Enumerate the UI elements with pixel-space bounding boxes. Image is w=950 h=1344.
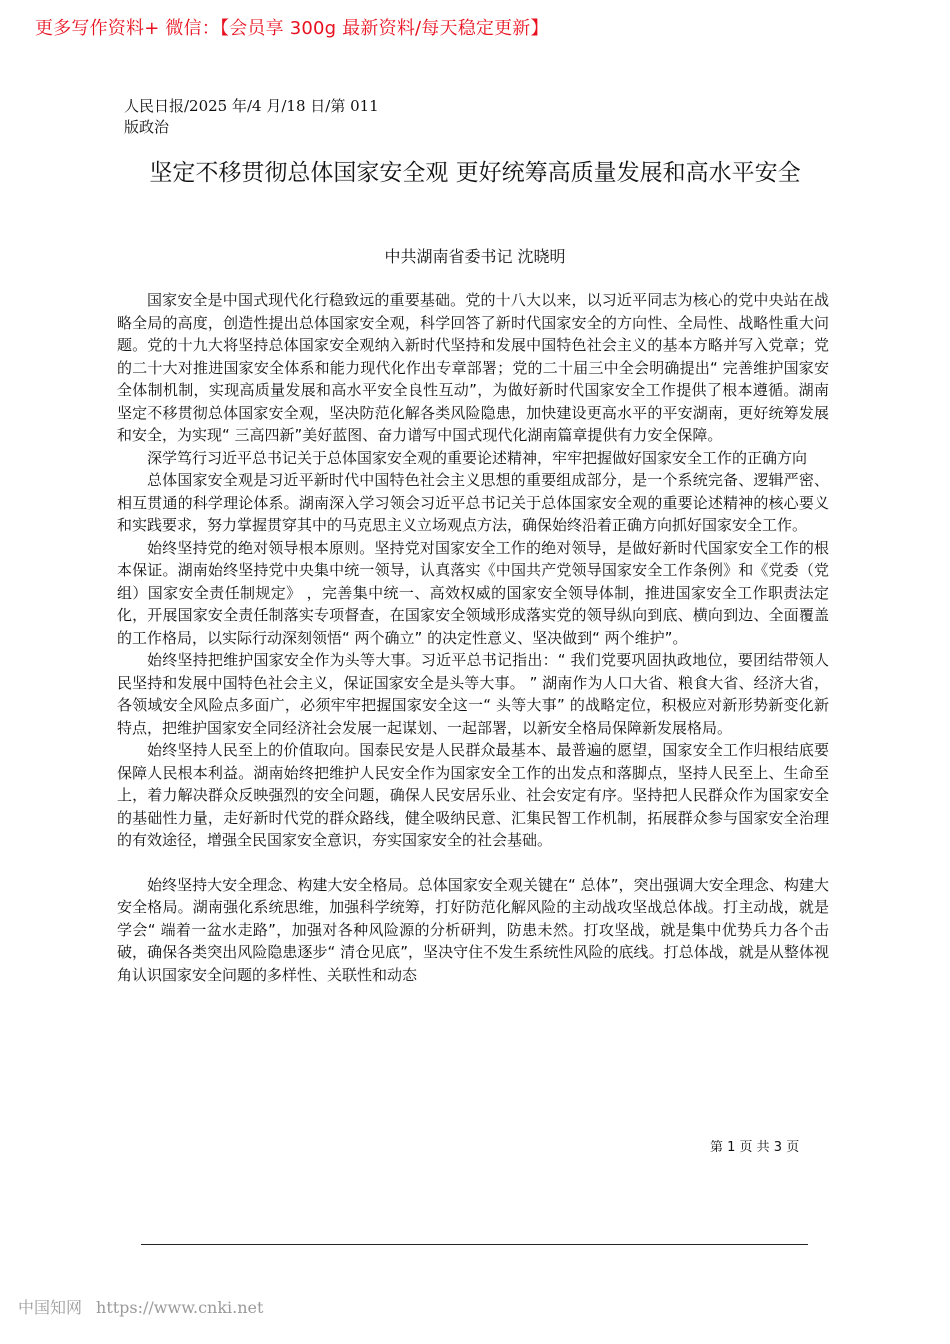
- source-line-1: 人民日报/2025 年/4 月/18 日/第 011: [124, 97, 379, 115]
- cnki-url[interactable]: https://www.cnki.net: [96, 1298, 264, 1317]
- cnki-watermark: [18, 1295, 263, 1318]
- source-info: [124, 96, 404, 138]
- footer-divider: [141, 1244, 808, 1245]
- paragraph: 始终坚持人民至上的价值取向。国泰民安是人民群众最基本、最普遍的愿望，国家安全工作归根结底要保障人民根本利益。湖南始终把维护人民安全作为国家安全工作的出发点和落脚点，坚持人民至上、生命至上，着力解决群众反映强烈的安全问题，确保人民安居乐业、社会安定有序。坚持把人民群众作为国家安全的基础性力量，走好新时代党的群众路线，健全吸纳民意、汇集民智工作机制，拓展群众参与国家安全治理的有效途径，增强全民国家安全意识，夯实国家安全的社会基础。: [117, 741, 829, 849]
- source-line-2: 版政治: [124, 118, 170, 136]
- cnki-logo-text: 中国知网: [18, 1298, 83, 1317]
- article-title: 坚定不移贯彻总体国家安全观 更好统筹高质量发展和高水平安全: [149, 160, 801, 186]
- article-byline: 中共湖南省委书记 沈晓明: [384, 247, 566, 266]
- paragraph: 总体国家安全观是习近平新时代中国特色社会主义思想的重要组成部分，是一个系统完备、逻辑严密、相互贯通的科学理论体系。湖南深入学习领会习近平总书记关于总体国家安全观的重要论述精神的核心要义和实践要求，努力掌握贯穿其中的马克思主义立场观点方法，确保始终沿着正确方向抓好国家安全工作。: [117, 471, 829, 534]
- paragraph: 国家安全是中国式现代化行稳致远的重要基础。党的十八大以来，以习近平同志为核心的党中央站在战略全局的高度，创造性提出总体国家安全观，科学回答了新时代国家安全的方向性、全局性、战略性重大问题。党的十九大将坚持总体国家安全观纳入新时代坚持和发展中国特色社会主义的基本方略并写入党章；党的二十大对推进国家安全体系和能力现代化作出专章部署；党的二十届三中全会明确提出“ 完善维护国家安全体制机制，实现高质量发展和高水平安全良性互动”，为做好新时代国家安全工作提供了根本遵循。湖南坚定不移贯彻总体国家安全观，坚决防范化解各类风险隐患，加快建设更高水平的平安湖南，更好统筹发展和安全，为实现“ 三高四新”美好蓝图、奋力谱写中国式现代化湖南篇章提供有力安全保障。: [117, 291, 829, 444]
- promo-banner: 更多写作资料+ 微信：【会员享 300g 最新资料/每天稳定更新】: [35, 18, 549, 39]
- paragraph: 始终坚持党的绝对领导根本原则。坚持党对国家安全工作的绝对领导，是做好新时代国家安全工作的根本保证。湖南始终坚持党中央集中统一领导，认真落实《中国共产党领导国家安全工作条例》和《党委（党组）国家安全责任制规定》 ，完善集中统一、高效权威的国家安全领导体制，推进国家安全工作职责法定化，开展国家安全责任制落实专项督查，在国家安全领域形成落实党的领导纵向到底、横向到边、全面覆盖的工作格局，以实际行动深刻领悟“ 两个确立” 的决定性意义、坚决做到“ 两个维护”。: [117, 538, 829, 647]
- section-heading: 深学笃行习近平总书记关于总体国家安全观的重要论述精神，牢牢把握做好国家安全工作的正确方向: [147, 448, 808, 467]
- paragraph: 始终坚持大安全理念、构建大安全格局。总体国家安全观关键在“ 总体”，突出强调大安全理念、构建大安全格局。湖南强化系统思维，加强科学统筹，打好防范化解风险的主动战攻坚战总体战。打主动战，就是学会“ 端着一盆水走路”，加强对各种风险源的分析研判，防患未然。打攻坚战，就是集中优势兵力各个击破，确保各类突出风险隐患逐步“ 清仓见底”，坚决守住不发生系统性风险的底线。打总体战，就是从整体视角认识国家安全问题的多样性、关联性和动态: [117, 875, 829, 984]
- article-body: [117, 289, 829, 986]
- paragraph: 始终坚持把维护国家安全作为头等大事。习近平总书记指出：“ 我们党要巩固执政地位，要团结带领人民坚持和发展中国特色社会主义，保证国家安全是头等大事。 ” 湖南作为人口大省、粮食大省、经济大省，各领域安全风险点多面广，必须牢牢把握国家安全这一“ 头等大事” 的战略定位，积极应对新形势新变化新特点，把维护国家安全同经济社会发展一起谋划、一起部署，以新安全格局保障新发展格局。: [117, 651, 829, 737]
- page-indicator: 第 1 页 共 3 页: [710, 1140, 800, 1155]
